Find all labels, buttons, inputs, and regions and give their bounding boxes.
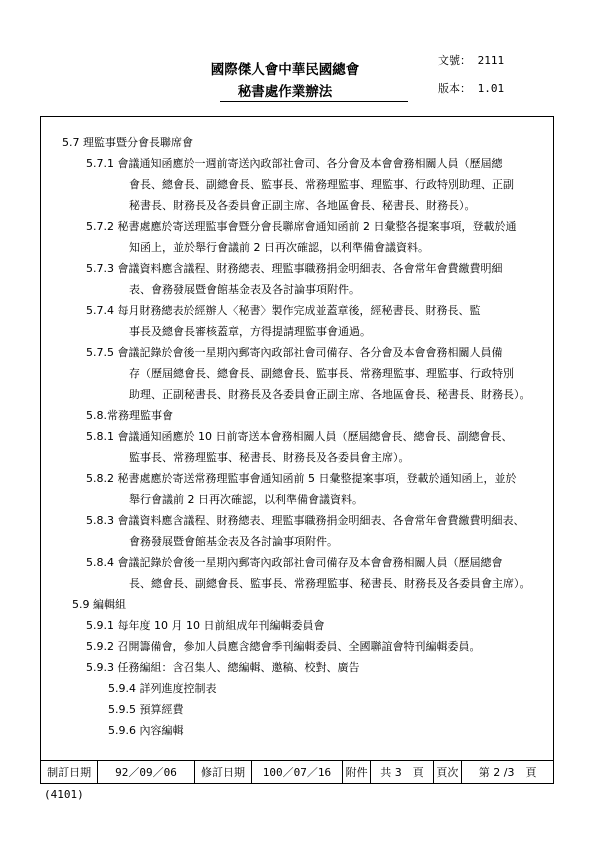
clause-line: 5.7.5 會議記錄於會後一星期內郵寄內政部社會司備存、各分會及本會會務相關人員備 <box>86 346 503 359</box>
clause-line: 會務發展暨會館基金表及各討論事項附件。 <box>129 535 338 548</box>
revision-date-label: 修訂日期 <box>195 761 252 783</box>
clause-line: 5.7.1 會議通知函應於一週前寄送內政部社會司、各分會及本會會務相關人員（歷屆總 <box>86 157 503 170</box>
clause-line: 存（歷屆總會長、總會長、副總會長、監事長、常務理監事、理監事、行政特別 <box>129 367 514 380</box>
revision-date-value: 100／07／16 <box>252 761 343 783</box>
clause-line: 5.8.3 會議資料應含議程、財務總表、理監事職務捐金明細表、各會常年會費繳費明細表、 <box>86 514 525 527</box>
clause-line: 助理、正副秘書長、財務長及各委員會正副主席、各地區會長、秘書長、財務長）。 <box>129 388 531 401</box>
clause-line: 5.7.4 每月財務總表於經辦人〈秘書〉製作完成並蓋章後，經秘書長、財務長、監 <box>86 304 481 317</box>
title-underline <box>220 101 408 102</box>
clause-line: 事長及總會長審核蓋章，方得提請理監事會通過。 <box>129 325 371 338</box>
document-number: 文號： 2111 <box>438 54 505 67</box>
document-subtitle: 秘書處作業辦法 <box>237 84 333 100</box>
section-heading: 5.7 理監事暨分會長聯席會 <box>62 136 193 149</box>
clause-line: 長、總會長、副總會長、監事長、常務理監事、秘書長、財務長及各委員會主席）。 <box>129 577 531 590</box>
clause-line: 5.9.4 詳列進度控制表 <box>108 682 217 695</box>
footer-table <box>40 760 554 784</box>
clause-line: 知函上，並於舉行會議前 2 日再次確認，以利準備會議資料。 <box>129 241 429 254</box>
attachment-label: 附件 <box>343 761 372 783</box>
clause-line: 5.9.6 內容編輯 <box>108 724 184 737</box>
section-heading: 5.9 編輯組 <box>72 598 126 611</box>
clause-line: 5.8.2 秘書處應於寄送常務理監事會通知函前 5 日彙整提案事項，登載於通知函上，並於 <box>86 472 517 485</box>
clause-line: 5.9.3 任務編組：含召集人、總編輯、邀稿、校對、廣告 <box>86 661 360 674</box>
made-date-label: 制訂日期 <box>41 761 98 783</box>
document-version: 版本： 1.01 <box>438 82 505 95</box>
made-date-value: 92／09／06 <box>98 761 195 783</box>
form-code: (4101) <box>44 788 84 801</box>
clause-line: 5.8.4 會議記錄於會後一星期內郵寄內政部社會司備存及本會會務相關人員（歷屆總會 <box>86 556 503 569</box>
clause-line: 舉行會議前 2 日再次確認，以利準備會議資料。 <box>129 493 363 506</box>
clause-line: 5.8.1 會議通知函應於 10 日前寄送本會務相關人員（歷屆總會長、總會長、副總會長、 <box>86 430 513 443</box>
clause-line: 會長、總會長、副總會長、監事長、常務理監事、理監事、行政特別助理、正副 <box>129 178 514 191</box>
clause-line: 5.7.3 會議資料應含議程、財務總表、理監事職務捐金明細表、各會常年會費繳費明細 <box>86 262 503 275</box>
page-label: 頁次 <box>434 761 463 783</box>
clause-line: 監事長、常務理監事、秘書長、財務長及各委員會主席）。 <box>129 451 410 464</box>
clause-line: 表、會務發展暨會館基金表及各討論事項附件。 <box>129 283 360 296</box>
clause-line: 5.9.5 預算經費 <box>108 703 184 716</box>
clause-line: 秘書長、財務長及各委員會正副主席、各地區會長、秘書長、財務長）。 <box>129 199 476 212</box>
attachment-value: 共 3 頁 <box>371 761 433 783</box>
clause-line: 5.9.2 召開籌備會，參加人員應含總會季刊編輯委員、全國聯誼會特刊編輯委員。 <box>86 640 481 653</box>
section-heading: 5.8.常務理監事會 <box>86 409 173 422</box>
page-value: 第 2 /3 頁 <box>478 766 537 779</box>
clause-line: 5.9.1 每年度 10 月 10 日前組成年刊編輯委員會 <box>86 619 325 632</box>
clause-line: 5.7.2 秘書處應於寄送理監事會暨分會長聯席會通知函前 2 日彙整各提案事項，登載於通 <box>86 220 517 233</box>
document-title: 國際傑人會中華民國總會 <box>210 62 360 78</box>
